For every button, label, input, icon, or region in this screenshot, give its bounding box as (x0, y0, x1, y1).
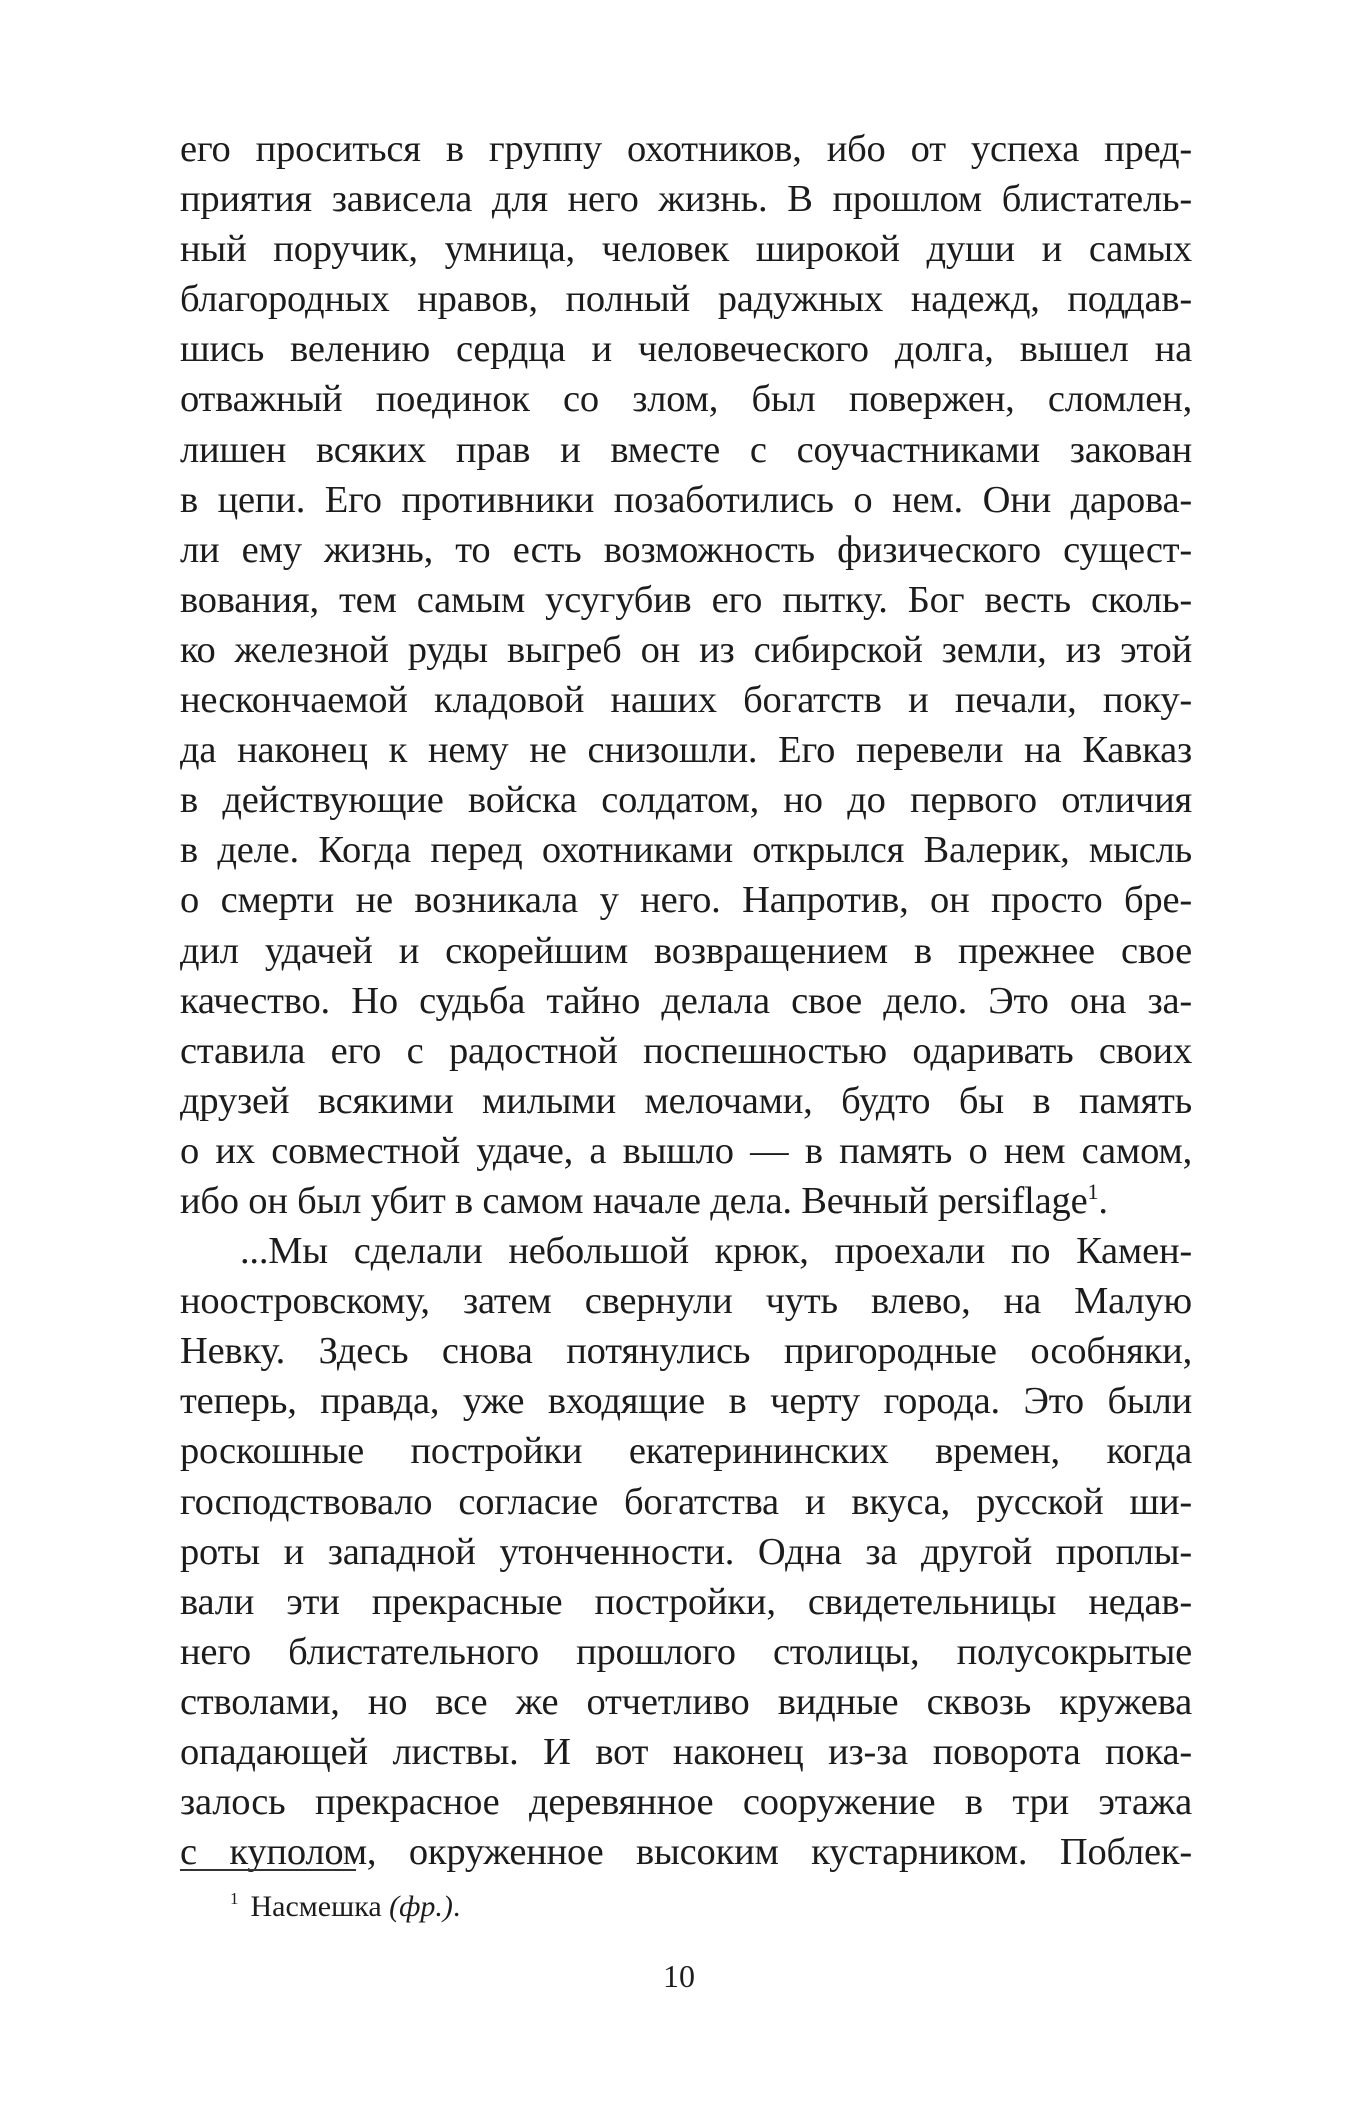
text-line: благородных нравов, полный радужных надежд, поддав- (180, 278, 1192, 321)
text-line: залось прекрасное деревянное сооружение в три этажа (180, 1781, 1192, 1824)
page-number: 10 (663, 1958, 695, 1994)
text-line: шись велению сердца и человеческого долга, вышел на (180, 328, 1192, 371)
text-line: дил удачей и скорейшим возвращением в прежнее свое (180, 929, 1192, 972)
footnote-divider (180, 1869, 356, 1871)
text-line: ибо он был убит в самом начале дела. Вечный persiflage (180, 1179, 1088, 1222)
text-line: да наконец к нему не снизошли. Его перевели на Кавказ (180, 729, 1192, 772)
text-line: отважный поединок со злом, был повержен, сломлен, (180, 378, 1192, 421)
footnote-language-abbr: (фр.) (389, 1890, 453, 1923)
footnote (230, 1888, 460, 1926)
text-line: ли ему жизнь, то есть возможность физического сущест- (180, 528, 1192, 571)
paragraph-end-line (180, 1176, 1192, 1226)
footnote-reference: 1 (1087, 1178, 1099, 1204)
text-line: качество. Но судьба тайно делала свое дело. Это она за- (180, 979, 1192, 1022)
footnote-reference-tail: . (1098, 1179, 1108, 1222)
text-line: ставила его с радостной поспешностью одаривать своих (180, 1029, 1192, 1072)
text-line: вования, тем самым усугубив его пытку. Бог весть сколь- (180, 578, 1192, 621)
text-line: приятия зависела для него жизнь. В прошлом блистатель- (180, 178, 1192, 221)
text-line: о смерти не возникала у него. Напротив, он просто бре- (180, 879, 1192, 922)
text-line: вали эти прекрасные постройки, свидетельницы недав- (180, 1580, 1192, 1623)
body-text (180, 124, 1192, 1877)
text-line: о их совместной удаче, а вышло — в память о нем самом, (180, 1129, 1192, 1172)
text-line: его проситься в группу охотников, ибо от успеха пред- (180, 128, 1192, 170)
text-line: нескончаемой кладовой наших богатств и печали, поку- (180, 679, 1192, 722)
text-line: ный поручик, умница, человек широкой души и самых (180, 228, 1192, 271)
text-line: лишен всяких прав и вместе с соучастниками закован (180, 428, 1192, 471)
text-line: ноостровскому, затем свернули чуть влево, на Малую (180, 1280, 1192, 1323)
footnote-text: Насмешка (250, 1890, 390, 1923)
text-line: опадающей листвы. И вот наконец из-за поворота пока- (180, 1731, 1192, 1773)
text-line: с куполом, окруженное высоким кустарником. Поблек- (180, 1831, 1192, 1874)
text-line: роскошные постройки екатерининских времен, когда (180, 1430, 1192, 1473)
footnote-marker: 1 (230, 1889, 239, 1908)
text-line: Невку. Здесь снова потянулись пригородные особняки, (180, 1330, 1192, 1373)
footnote-tail: . (452, 1890, 461, 1923)
text-line: него блистательного прошлого столицы, полусокрытые (180, 1630, 1192, 1673)
text-line: в деле. Когда перед охотниками открылся Валерик, мысль (180, 829, 1192, 872)
text-line: ко железной руды выгреб он из сибирской земли, из этой (180, 628, 1192, 671)
text-line: в действующие войска солдатом, но до первого отличия (180, 779, 1192, 822)
text-line: друзей всякими милыми мелочами, будто бы в память (180, 1079, 1192, 1122)
text-line: ...Мы сделали небольшой крюк, проехали по Камен- (240, 1230, 1192, 1273)
text-line: теперь, правда, уже входящие в черту города. Это были (180, 1380, 1192, 1423)
text-line: роты и западной утонченности. Одна за другой проплы- (180, 1530, 1192, 1573)
text-line: в цепи. Его противники позаботились о нем. Они дарова- (180, 478, 1192, 521)
text-line: господствовало согласие богатства и вкуса, русской ши- (180, 1480, 1192, 1523)
text-line: стволами, но все же отчетливо видные сквозь кружева (180, 1680, 1192, 1723)
